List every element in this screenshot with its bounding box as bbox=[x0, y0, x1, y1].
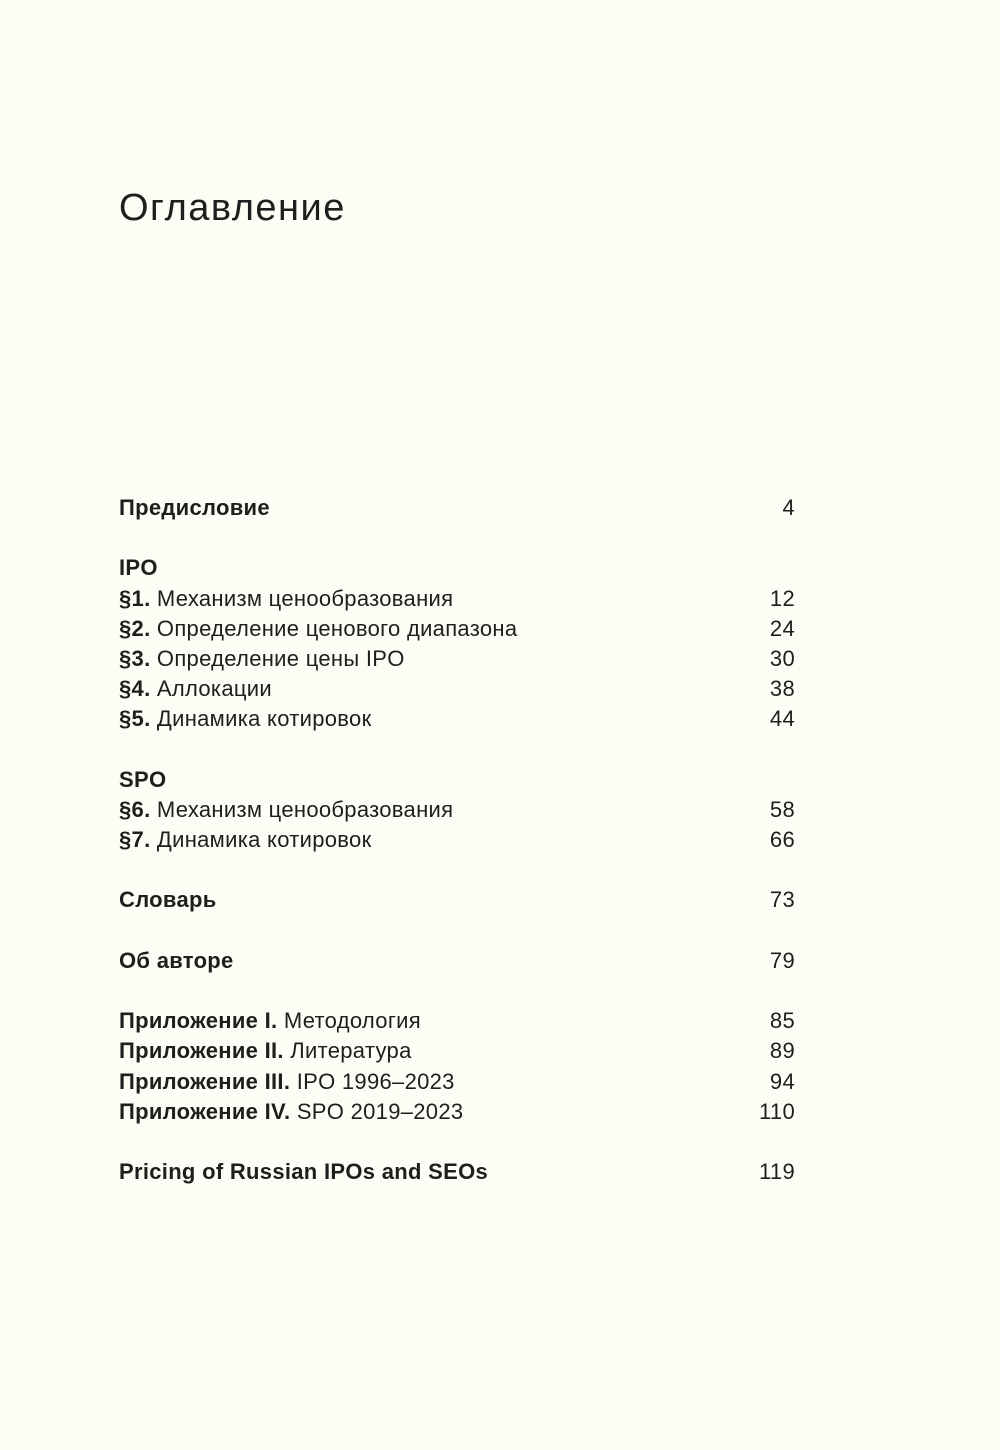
toc-entry-page: 79 bbox=[769, 947, 795, 973]
chapter-number: §4. bbox=[119, 676, 151, 702]
toc-entry-preface[interactable] bbox=[119, 493, 795, 523]
toc-entry-appendix-1[interactable] bbox=[119, 1006, 795, 1036]
toc-entry-glossary[interactable] bbox=[119, 885, 795, 915]
toc-entry-label bbox=[119, 1067, 455, 1097]
toc-entry-chapter-7[interactable] bbox=[119, 825, 795, 855]
appendix-title: SPO 2019–2023 bbox=[296, 1098, 464, 1124]
toc-entry-chapter-5[interactable] bbox=[119, 704, 795, 734]
chapter-title: Определение ценового диапазона bbox=[156, 615, 518, 641]
appendix-number: Приложение II. bbox=[119, 1038, 284, 1064]
toc-entry-label bbox=[119, 825, 372, 855]
toc-entry-chapter-6[interactable] bbox=[119, 795, 795, 825]
toc-entry-english-summary[interactable] bbox=[119, 1157, 795, 1187]
toc-entry-label: Словарь bbox=[119, 887, 217, 913]
toc-entry-appendix-2[interactable] bbox=[119, 1036, 795, 1066]
toc-entry-page: 85 bbox=[769, 1008, 795, 1034]
toc-entry-page: 73 bbox=[769, 887, 795, 913]
toc-entry-label bbox=[119, 674, 272, 704]
section-heading-label: IPO bbox=[119, 555, 158, 581]
chapter-title: Аллокации bbox=[156, 676, 272, 702]
toc-entry-page: 38 bbox=[769, 676, 795, 702]
toc-entry-label bbox=[119, 704, 372, 734]
chapter-number: §3. bbox=[119, 645, 151, 671]
toc-entry-page: 12 bbox=[769, 585, 795, 611]
toc-entry-page: 110 bbox=[759, 1098, 795, 1124]
toc-entry-page: 44 bbox=[769, 706, 795, 732]
chapter-title: Динамика котировок bbox=[156, 827, 372, 853]
toc-entry-page: 58 bbox=[769, 796, 795, 822]
chapter-number: §6. bbox=[119, 796, 151, 822]
section-heading-label: SPO bbox=[119, 766, 167, 792]
table-of-contents bbox=[119, 493, 795, 1187]
toc-entry-page: 94 bbox=[769, 1068, 795, 1094]
chapter-number: §2. bbox=[119, 615, 151, 641]
toc-entry-chapter-4[interactable] bbox=[119, 674, 795, 704]
appendix-title: Методология bbox=[283, 1008, 421, 1034]
chapter-title: Механизм ценообразования bbox=[156, 796, 454, 822]
toc-entry-chapter-1[interactable] bbox=[119, 584, 795, 614]
toc-entry-page: 119 bbox=[759, 1159, 795, 1185]
chapter-title: Механизм ценообразования bbox=[156, 585, 454, 611]
appendix-number: Приложение IV. bbox=[119, 1098, 291, 1124]
toc-entry-page: 89 bbox=[769, 1038, 795, 1064]
appendix-title: Литература bbox=[290, 1038, 412, 1064]
toc-entry-label bbox=[119, 795, 453, 825]
toc-entry-label bbox=[119, 1097, 463, 1127]
appendix-title: IPO 1996–2023 bbox=[296, 1068, 455, 1094]
toc-entry-label bbox=[119, 584, 453, 614]
toc-entry-label bbox=[119, 1036, 412, 1066]
section-heading-spo bbox=[119, 765, 795, 795]
toc-entry-page: 66 bbox=[769, 827, 795, 853]
appendix-number: Приложение III. bbox=[119, 1068, 291, 1094]
toc-entry-appendix-3[interactable] bbox=[119, 1067, 795, 1097]
toc-entry-label bbox=[119, 614, 517, 644]
toc-entry-page: 24 bbox=[769, 615, 795, 641]
chapter-number: §5. bbox=[119, 706, 151, 732]
chapter-number: §7. bbox=[119, 827, 151, 853]
toc-entry-label bbox=[119, 1006, 421, 1036]
appendix-number: Приложение I. bbox=[119, 1008, 278, 1034]
toc-entry-label: Об авторе bbox=[119, 947, 234, 973]
toc-entry-about-author[interactable] bbox=[119, 946, 795, 976]
section-heading-ipo bbox=[119, 553, 795, 583]
toc-entry-appendix-4[interactable] bbox=[119, 1097, 795, 1127]
toc-entry-chapter-3[interactable] bbox=[119, 644, 795, 674]
toc-entry-page: 30 bbox=[769, 645, 795, 671]
toc-entry-chapter-2[interactable] bbox=[119, 614, 795, 644]
page-title: Оглавление bbox=[119, 187, 346, 229]
toc-entry-label: Предисловие bbox=[119, 495, 270, 520]
toc-entry-label: Pricing of Russian IPOs and SEOs bbox=[119, 1159, 489, 1185]
toc-entry-page: 4 bbox=[782, 495, 795, 520]
chapter-number: §1. bbox=[119, 585, 151, 611]
chapter-title: Динамика котировок bbox=[156, 706, 372, 732]
chapter-title: Определение цены IPO bbox=[156, 645, 405, 671]
toc-entry-label bbox=[119, 644, 405, 674]
